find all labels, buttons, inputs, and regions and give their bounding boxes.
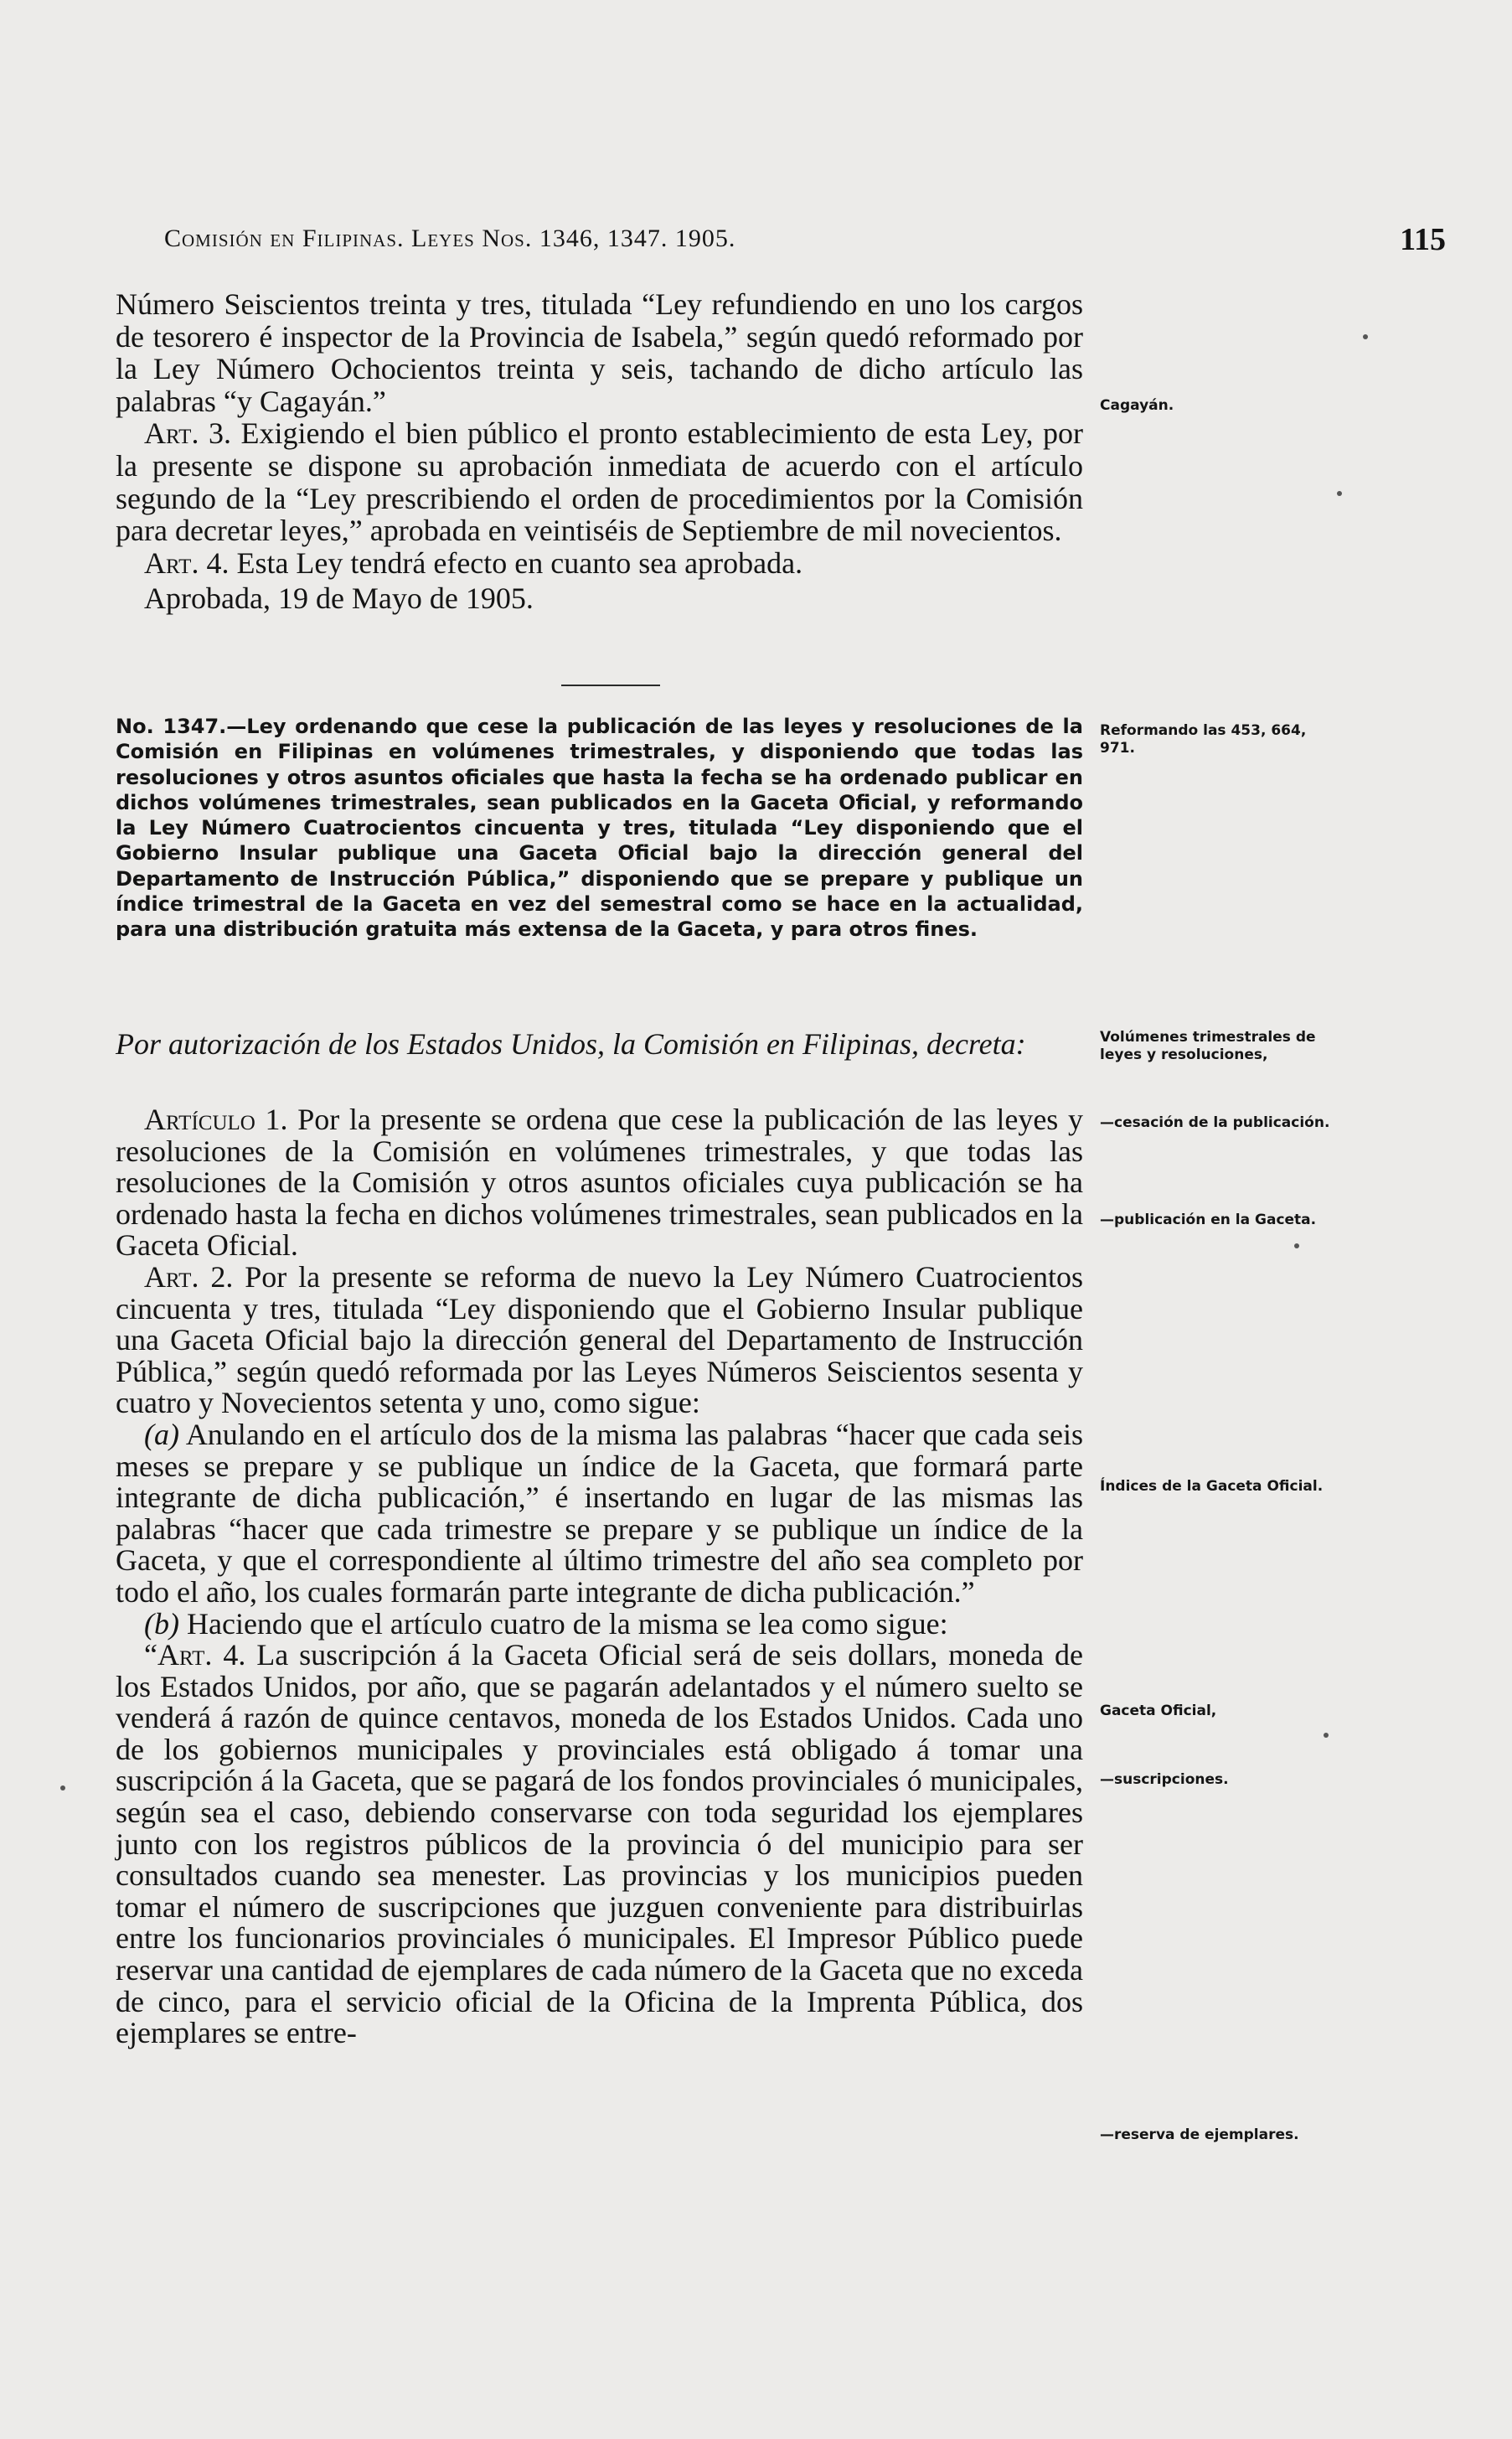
article-4-label: Art. 4.	[144, 545, 230, 580]
syllabus-text	[116, 714, 1083, 943]
syllabus-body: —Ley ordenando que cese la publicación de las leyes y resoluciones de la Comisión en Filipinas en volúmenes trimestrales, y disponiendo que todas las resoluciones y otros asuntos oficiales que hasta la fecha se ha ordenado publicar en dichos volúmenes trimestrales, sean publicados en la Gaceta Oficial, y reformando la Ley Número Cuatrocientos cincuenta y tres, titulada “Ley disponiendo que el Gobierno Insular publique una Gaceta Oficial bajo la dirección general del Departamento de Instrucción Pública,” disponiendo que se prepare y publique un índice trimestral de la Gaceta en vez del semestral como se hace en la actualidad, para una distribución gratuita más extensa de la Gaceta, y para otros fines.	[116, 715, 1083, 942]
margin-note-cesacion: —cesación de la publicación.	[1100, 1114, 1330, 1131]
margin-note-reformando: Reformando las 453, 664, 971.	[1100, 722, 1307, 757]
clause-b-text: Haciendo que el artículo cuatro de la misma se lea como sigue:	[178, 1606, 948, 1641]
article-4	[116, 547, 1083, 580]
quoted-article-4-label: “Art. 4.	[144, 1638, 246, 1672]
clause-b-label: (b)	[144, 1606, 179, 1641]
section-divider	[561, 685, 660, 686]
paragraph-continuation: Número Seiscientos treinta y tres, titulada “Ley refundiendo en uno los cargos de tesorero é inspector de la Provincia de Isabela,” según quedó reformado por la Ley Número Ochocientos treinta y seis, tachando de dicho artículo las palabras “y Cagayán.”	[116, 287, 1083, 418]
law-1347-body	[116, 1104, 1083, 2049]
clause-a	[116, 1419, 1083, 1609]
quoted-article-4	[116, 1640, 1083, 2049]
law-number: No. 1347.	[116, 715, 227, 738]
article-2-label: Art. 2.	[144, 1259, 234, 1294]
running-head: Comisión en Filipinas. Leyes Nos. 1346, 1347. 1905.	[164, 225, 736, 252]
scan-speck	[1324, 1733, 1329, 1738]
article-3	[116, 417, 1083, 546]
quoted-article-4-text: La suscripción á la Gaceta Oficial será de seis dollars, moneda de los Estados Unidos, por año, que se pagarán adelantados y el número suelto se venderá á razón de quince centavos, moneda de los Estados Unidos. Cada uno de los gobiernos municipales y provinciales está obligado á tomar una suscripción á la Gaceta, que se pagará de los fondos provinciales ó municipales, según sea el caso, debiendo conservarse con toda seguridad los ejemplares junto con los registros públicos de la provincia ó del municipio para ser consultados cuando sea menester. Las provincias y los municipios pueden tomar el número de suscripciones que juzguen conveniente para distribuirlas entre los funcionarios provinciales ó municipales. El Impresor Público puede reservar una cantidad de ejemplares de cada número de la Gaceta que no exceda de cinco, para el servicio oficial de la Oficina de la Imprenta Pública, dos ejemplares se entre-	[116, 1638, 1083, 2050]
law-1346-ending	[116, 288, 1083, 615]
scan-speck	[1337, 491, 1342, 496]
article-2-text: Por la presente se reforma de nuevo la Ley Número Cuatrocientos cincuenta y tres, titulada “Ley disponiendo que el Gobierno Insular publique una Gaceta Oficial bajo la dirección general del Departamento de Instrucción Pública,” según quedó reformada por las Leyes Números Seiscientos sesenta y cuatro y Novecientos setenta y uno, como sigue:	[116, 1259, 1083, 1420]
article-3-label: Art. 3.	[144, 416, 231, 451]
enacting-clause-block	[116, 1029, 1083, 1061]
article-3-text: Exigiendo el bien público el pronto establecimiento de esta Ley, por la presente se dispone su aprobación inmediata de acuerdo con el artículo segundo de la “Ley prescribiendo el orden de procedimientos por la Comisión para decretar leyes,” aprobada en veintiséis de Septiembre de mil novecientos.	[116, 416, 1083, 548]
article-4-text: Esta Ley tendrá efecto en cuanto sea aprobada.	[229, 545, 803, 580]
margin-note-indices: Índices de la Gaceta Oficial.	[1100, 1478, 1324, 1495]
margin-note-reserva: —reserva de ejemplares.	[1100, 2126, 1299, 2143]
article-2	[116, 1259, 1083, 1420]
clause-a-text: Anulando en el artículo dos de la misma las palabras “hacer que cada seis meses se prepare y se publique un índice de la Gaceta, que formará parte integrante de dicha publicación,” é insertando en lugar de las mismas las palabras “hacer que cada trimestre se prepare y se publique un índice de la Gaceta, y que el correspondiente al último trimestre del año sea completo por todo el año, los cuales formarán parte integrante de dicha publicación.”	[116, 1417, 1083, 1609]
margin-note-gaceta: Gaceta Oficial,	[1100, 1703, 1217, 1719]
law-1347-syllabus	[116, 714, 1083, 943]
approval-date: Aprobada, 19 de Mayo de 1905.	[144, 581, 534, 616]
page-header	[164, 222, 1446, 271]
clause-b	[116, 1606, 1083, 1641]
clause-a-label: (a)	[144, 1417, 179, 1451]
page-number: 115	[1400, 222, 1446, 257]
scan-speck	[1294, 1243, 1299, 1248]
margin-note-publicacion: —publicación en la Gaceta.	[1100, 1212, 1317, 1228]
scan-speck	[1363, 334, 1368, 339]
margin-note-volumenes: Volúmenes trimestrales de leyes y resoluciones,	[1100, 1029, 1316, 1063]
scan-speck	[60, 1785, 65, 1790]
article-1	[116, 1104, 1083, 1262]
margin-note-cagayan: Cagayán.	[1100, 397, 1174, 414]
enacting-clause: Por autorización de los Estados Unidos, la Comisión en Filipinas, decreta:	[116, 1027, 1026, 1061]
margin-note-suscripciones: —suscripciones.	[1100, 1771, 1229, 1788]
article-1-label: Artículo 1.	[144, 1103, 288, 1136]
article-1-text: Por la presente se ordena que cese la publicación de las leyes y resoluciones de la Comisión en volúmenes trimestrales, y que todas las resoluciones de la Comisión y otros asuntos oficiales cuya publicación se ha ordenado hasta la fecha en dichos volúmenes trimestrales, sean publicados en la Gaceta Oficial.	[116, 1103, 1083, 1263]
